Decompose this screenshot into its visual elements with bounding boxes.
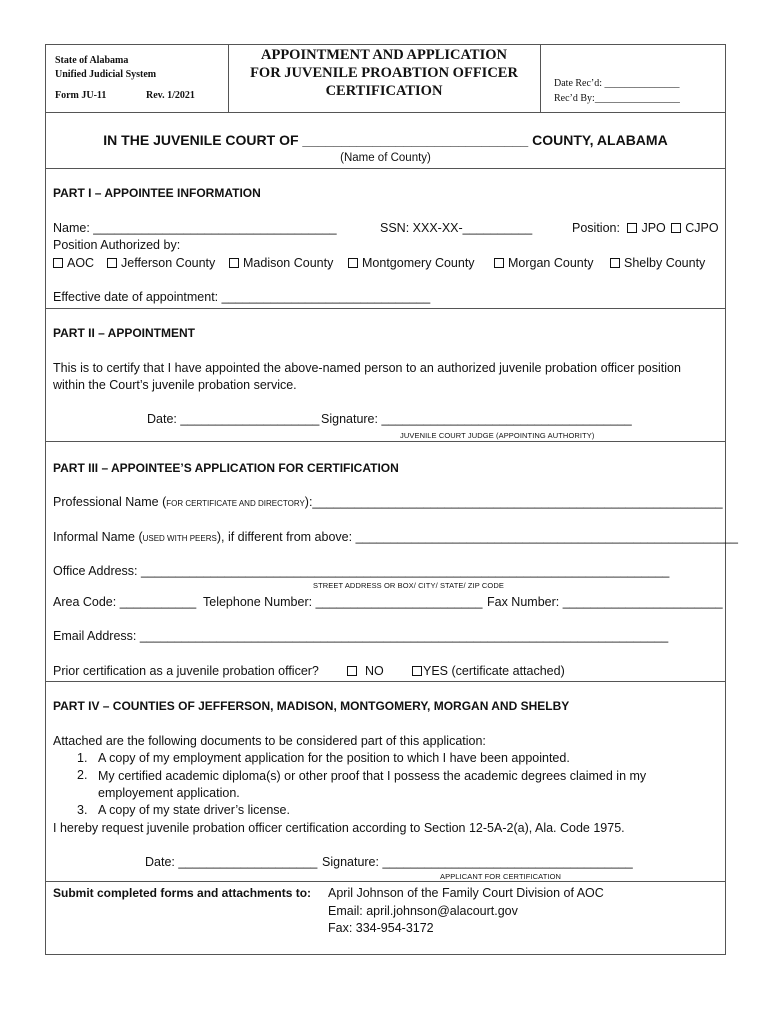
received-by-field[interactable]: Rec’d By:_________________: [554, 93, 680, 104]
aoc-checkbox[interactable]: [53, 258, 63, 268]
office-address-caption: STREET ADDRESS OR BOX/ CITY/ STATE/ ZIP CODE: [313, 581, 504, 590]
montgomery-checkbox[interactable]: [348, 258, 358, 268]
county-checkbox-montgomery[interactable]: [348, 256, 475, 270]
madison-label: Madison County: [243, 256, 334, 270]
county-checkbox-aoc[interactable]: [53, 256, 94, 270]
county-checkbox-jefferson[interactable]: [107, 256, 215, 270]
effective-date-field[interactable]: Effective date of appointment: ______________________________: [53, 290, 431, 304]
attachment-item-3: A copy of my state driver’s license.: [98, 803, 290, 817]
form-title-line2: FOR JUVENILE PROABTION OFFICER: [250, 65, 518, 81]
submit-contact-name: April Johnson of the Family Court Division of AOC: [328, 886, 604, 900]
applicant-date-field[interactable]: Date: ____________________: [145, 855, 318, 869]
applicant-signature-caption: APPLICANT FOR CERTIFICATION: [440, 872, 562, 881]
form-number: Form JU-11: [55, 90, 107, 101]
ssn-field[interactable]: SSN: XXX-XX-__________: [380, 221, 533, 235]
professional-name-field[interactable]: [53, 495, 723, 509]
telephone-field[interactable]: Telephone Number: ________________________: [203, 595, 483, 609]
professional-name-line[interactable]: ):___________________________________________________________: [304, 495, 723, 509]
morgan-label: Morgan County: [508, 256, 594, 270]
appointee-name-field[interactable]: Name: ___________________________________: [53, 221, 337, 235]
header-system: Unified Judicial System: [55, 69, 157, 80]
jefferson-checkbox[interactable]: [107, 258, 117, 268]
professional-name-note: FOR CERTIFICATE AND DIRECTORY: [166, 499, 305, 508]
prior-yes-label: YES (certificate attached): [423, 664, 565, 678]
judge-signature-caption: JUVENILE COURT JUDGE (APPOINTING AUTHORITY): [400, 431, 595, 440]
part1-heading: PART I – APPOINTEE INFORMATION: [53, 186, 261, 200]
attachment-number-2: 2.: [77, 768, 88, 782]
email-field[interactable]: Email Address: ____________________________________________________________________________: [53, 629, 669, 643]
informal-name-line[interactable]: ), if different from above: _______________________________________________________: [216, 530, 738, 544]
submit-contact-fax: Fax: 334-954-3172: [328, 921, 434, 935]
shelby-label: Shelby County: [624, 256, 706, 270]
part4-heading: PART IV – COUNTIES OF JEFFERSON, MADISON, MONTGOMERY, MORGAN AND SHELBY: [53, 699, 570, 713]
header-divider-right: [540, 44, 541, 112]
county-checkbox-shelby[interactable]: [610, 256, 705, 270]
prior-certification-question: Prior certification as a juvenile probation officer?: [53, 664, 319, 678]
court-county-line[interactable]: IN THE JUVENILE COURT OF _____________________________ COUNTY, ALABAMA: [103, 132, 668, 148]
certification-request: I hereby request juvenile probation officer certification according to Section 12-5A-2(a), Ala. Code 1975.: [53, 821, 625, 835]
part2-text-line1: This is to certify that I have appointed the above-named person to an authorized juvenile probation officer position: [53, 361, 681, 375]
prior-no-checkbox[interactable]: [347, 666, 357, 676]
prior-yes-checkbox[interactable]: [412, 666, 422, 676]
county-checkbox-morgan[interactable]: [494, 256, 593, 270]
morgan-checkbox[interactable]: [494, 258, 504, 268]
submit-label: Submit completed forms and attachments to:: [53, 886, 312, 900]
header-state: State of Alabama: [55, 55, 129, 66]
part3-bottom-rule: [45, 681, 726, 682]
montgomery-label: Montgomery County: [362, 256, 475, 270]
authorized-by-label: Position Authorized by:: [53, 238, 181, 252]
professional-name-label: Professional Name (: [53, 495, 167, 509]
office-address-field[interactable]: Office Address: ____________________________________________________________________________: [53, 564, 670, 578]
part3-heading: PART III – APPOINTEE’S APPLICATION FOR CERTIFICATION: [53, 461, 399, 475]
county-caption: (Name of County): [340, 152, 431, 164]
part2-bottom-rule: [45, 441, 726, 442]
form-title-line3: CERTIFICATION: [325, 83, 443, 99]
informal-name-field[interactable]: [53, 530, 738, 544]
part4-bottom-rule: [45, 881, 726, 882]
jefferson-label: Jefferson County: [121, 256, 216, 270]
form-revision: Rev. 1/2021: [146, 90, 195, 101]
attachment-item-1: A copy of my employment application for the position to which I have been appointed.: [98, 751, 570, 765]
position-selector: [572, 221, 719, 235]
attachment-number-3: 3.: [77, 803, 88, 817]
judge-signature-field[interactable]: Signature: ____________________________________: [321, 412, 632, 426]
fax-field[interactable]: Fax Number: _______________________: [487, 595, 723, 609]
jpo-checkbox[interactable]: [627, 223, 637, 233]
attachments-intro: Attached are the following documents to be considered part of this application:: [53, 734, 486, 748]
position-label: Position:: [572, 221, 620, 235]
prior-no-label: NO: [365, 664, 384, 678]
attachment-item-2: My certified academic diploma(s) or other proof that I possess the academic degrees claimed in my employement application.: [98, 769, 647, 800]
informal-name-note: USED WITH PEERS: [142, 534, 217, 543]
informal-name-label: Informal Name (: [53, 530, 143, 544]
shelby-checkbox[interactable]: [610, 258, 620, 268]
area-code-field[interactable]: Area Code: ___________: [53, 595, 197, 609]
jpo-label: JPO: [641, 221, 666, 235]
judge-date-field[interactable]: Date: ____________________: [147, 412, 320, 426]
part2-text-line2: within the Court’s juvenile probation service.: [53, 378, 297, 392]
cjpo-label: CJPO: [685, 221, 719, 235]
form-title-line1: APPOINTMENT AND APPLICATION: [261, 47, 507, 63]
submit-contact-email[interactable]: Email: april.johnson@alacourt.gov: [328, 904, 518, 918]
county-checkbox-madison[interactable]: [229, 256, 333, 270]
prior-yes-option[interactable]: [412, 664, 565, 678]
aoc-label: AOC: [67, 256, 95, 270]
court-bottom-rule: [45, 168, 726, 169]
part1-bottom-rule: [45, 308, 726, 309]
madison-checkbox[interactable]: [229, 258, 239, 268]
part2-heading: PART II – APPOINTMENT: [53, 326, 196, 340]
date-received-field[interactable]: Date Rec’d: _______________: [554, 78, 680, 89]
header-bottom-rule: [45, 112, 726, 113]
attachment-number-1: 1.: [77, 751, 88, 765]
applicant-signature-field[interactable]: Signature: ____________________________________: [322, 855, 633, 869]
prior-no-option[interactable]: [347, 664, 384, 678]
cjpo-checkbox[interactable]: [671, 223, 681, 233]
